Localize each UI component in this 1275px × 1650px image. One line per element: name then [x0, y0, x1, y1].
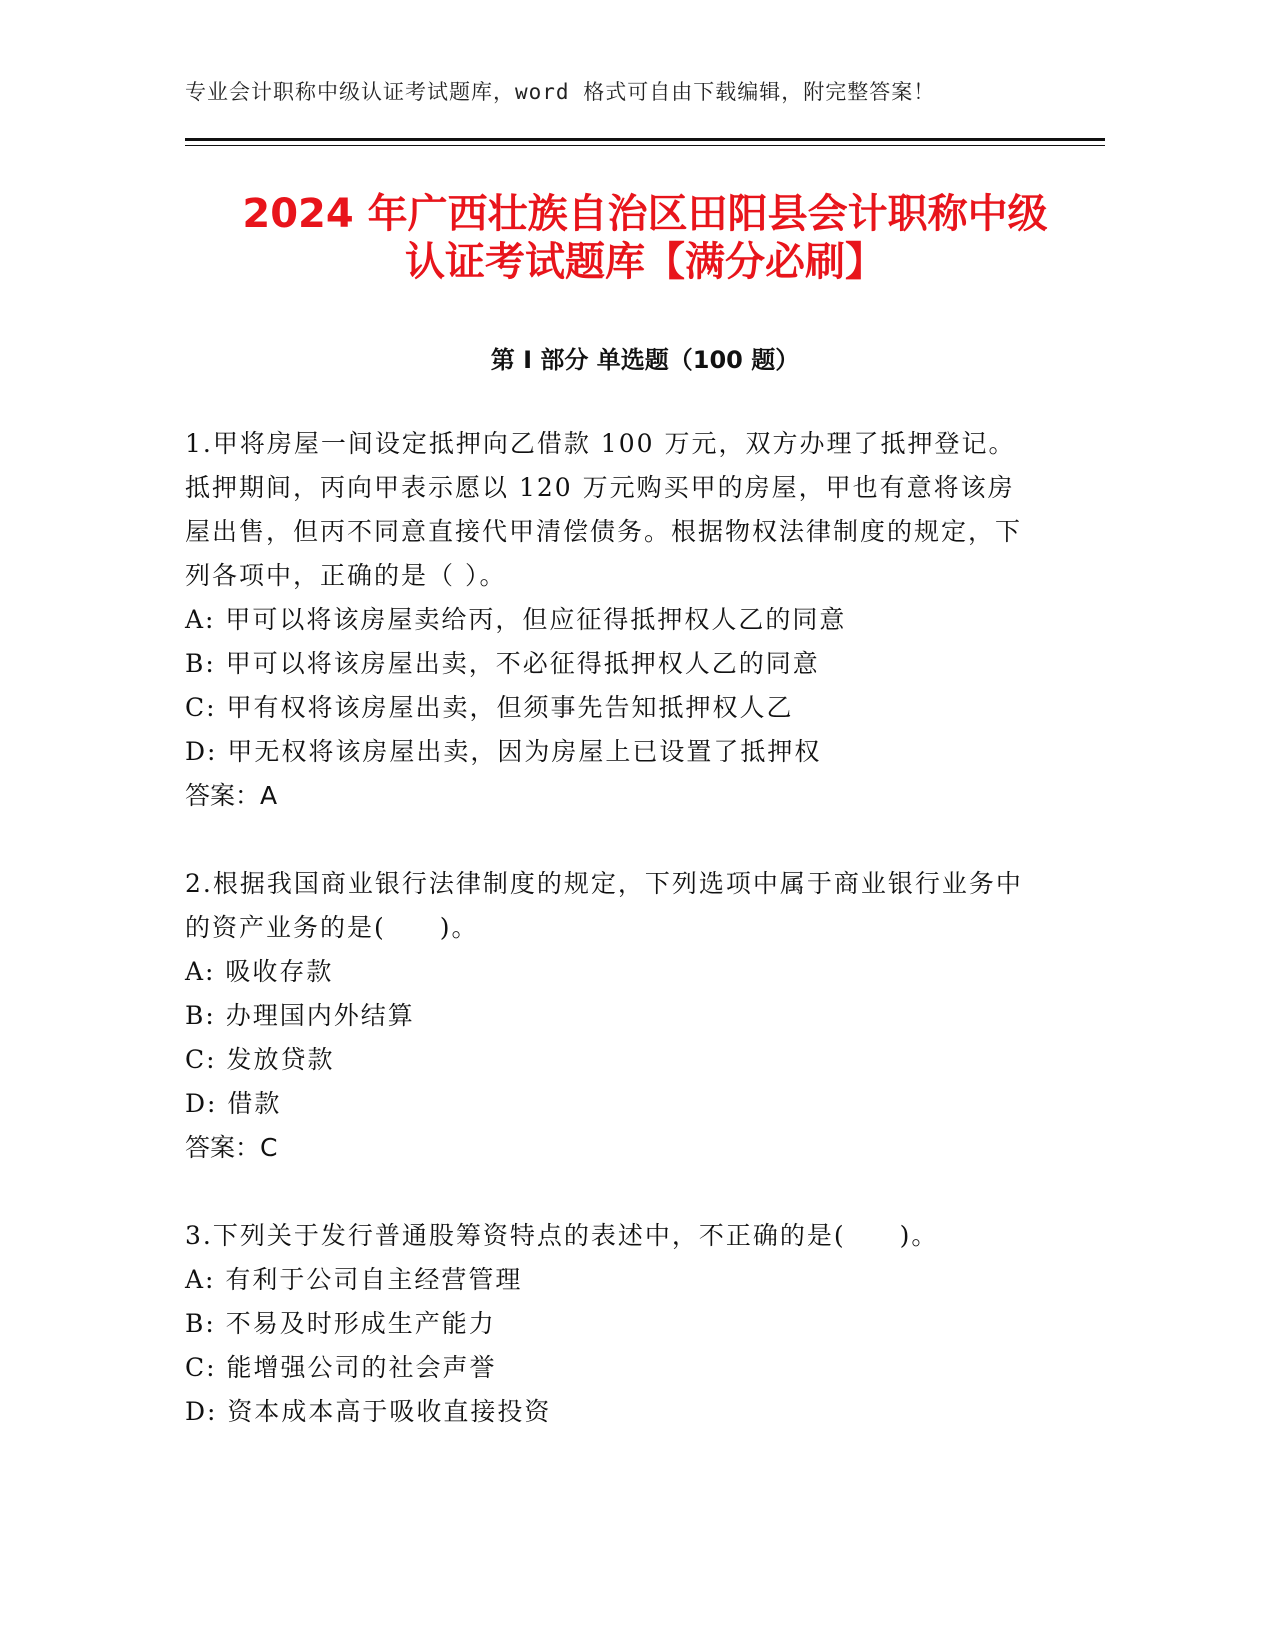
- option-a: A: 有利于公司自主经营管理: [185, 1265, 523, 1294]
- title-line-1: 2024 年广西壮族自治区田阳县会计职称中级: [242, 191, 1048, 237]
- question-3: [185, 1214, 1025, 1434]
- option-d: D: 资本成本高于吸收直接投资: [185, 1397, 552, 1426]
- question-stem: 1.甲将房屋一间设定抵押向乙借款 100 万元，双方办理了抵押登记。抵押期间，丙向甲表示愿以 120 万元购买甲的房屋，甲也有意将该房屋出售，但丙不同意直接代甲清偿债务。根据物权法律制度的规定，下列各项中，正确的是（ ）。: [185, 429, 1023, 590]
- option-c: C: 甲有权将该房屋出卖，但须事先告知抵押权人乙: [185, 693, 794, 722]
- option-b: B: 办理国内外结算: [185, 1001, 415, 1030]
- option-c: C: 能增强公司的社会声誉: [185, 1353, 497, 1382]
- header-divider-thin: [185, 145, 1105, 146]
- section-title: 第 I 部分 单选题（100 题）: [490, 346, 800, 374]
- answer: 答案：A: [185, 781, 278, 810]
- option-c: C: 发放贷款: [185, 1045, 335, 1074]
- question-list: [185, 422, 1025, 1478]
- header-divider-thick: [185, 138, 1105, 141]
- page-header: 专业会计职称中级认证考试题库，word 格式可自由下载编辑，附完整答案！: [185, 80, 936, 104]
- option-b: B: 不易及时形成生产能力: [185, 1309, 496, 1338]
- question-stem: 2.根据我国商业银行法律制度的规定，下列选项中属于商业银行业务中的资产业务的是( )。: [185, 869, 1023, 942]
- option-d: D: 甲无权将该房屋出卖，因为房屋上已设置了抵押权: [185, 737, 822, 766]
- document-title: [185, 190, 1105, 286]
- option-d: D: 借款: [185, 1089, 282, 1118]
- title-line-2: 认证考试题库【满分必刷】: [405, 239, 885, 285]
- answer: 答案：C: [185, 1133, 278, 1162]
- option-a: A: 吸收存款: [185, 957, 334, 986]
- question-1: [185, 422, 1025, 818]
- question-stem: 3.下列关于发行普通股筹资特点的表述中，不正确的是( )。: [185, 1221, 939, 1250]
- question-2: [185, 862, 1025, 1170]
- option-a: A: 甲可以将该房屋卖给丙，但应征得抵押权人乙的同意: [185, 605, 847, 634]
- option-b: B: 甲可以将该房屋出卖，不必征得抵押权人乙的同意: [185, 649, 820, 678]
